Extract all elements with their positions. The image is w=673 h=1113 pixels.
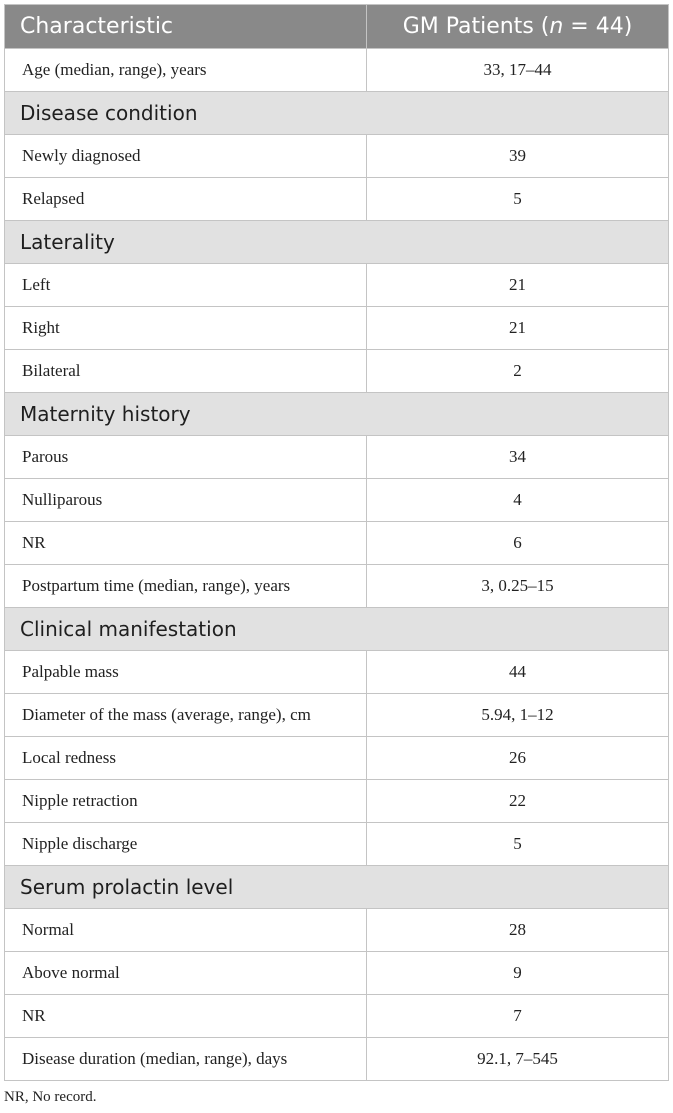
table-row: [5, 651, 669, 694]
section-label: Disease condition: [5, 92, 669, 135]
row-label: NR: [5, 522, 367, 565]
table-row: [5, 737, 669, 780]
table-row: [5, 1038, 669, 1081]
row-label: Disease duration (median, range), days: [5, 1038, 367, 1081]
section-header-row: [5, 92, 669, 135]
row-label: Left: [5, 264, 367, 307]
table-row: [5, 694, 669, 737]
row-value: 2: [367, 350, 669, 393]
row-value: 44: [367, 651, 669, 694]
table-row: [5, 178, 669, 221]
table-row: [5, 135, 669, 178]
table-row: [5, 49, 669, 92]
row-value: 6: [367, 522, 669, 565]
row-value: 26: [367, 737, 669, 780]
section-header-row: [5, 608, 669, 651]
table-row: [5, 522, 669, 565]
row-label: Nipple discharge: [5, 823, 367, 866]
row-value: 5: [367, 178, 669, 221]
row-label: Palpable mass: [5, 651, 367, 694]
table-row: [5, 909, 669, 952]
section-header-row: [5, 393, 669, 436]
row-value: 28: [367, 909, 669, 952]
row-value: 92.1, 7–545: [367, 1038, 669, 1081]
table-row: [5, 823, 669, 866]
section-label: Serum prolactin level: [5, 866, 669, 909]
row-value: 22: [367, 780, 669, 823]
header-gm-prefix: GM Patients (: [402, 14, 550, 39]
row-label: Local redness: [5, 737, 367, 780]
table-footnote: NR, No record.: [4, 1089, 97, 1105]
table-row: [5, 952, 669, 995]
row-label: Diameter of the mass (average, range), cm: [5, 694, 367, 737]
row-label: Relapsed: [5, 178, 367, 221]
section-label: Clinical manifestation: [5, 608, 669, 651]
row-value: 5.94, 1–12: [367, 694, 669, 737]
row-label: Age (median, range), years: [5, 49, 367, 92]
row-value: 33, 17–44: [367, 49, 669, 92]
table-row: [5, 436, 669, 479]
row-value: 21: [367, 307, 669, 350]
row-label: Newly diagnosed: [5, 135, 367, 178]
section-label: Laterality: [5, 221, 669, 264]
row-label: Nipple retraction: [5, 780, 367, 823]
row-label: Parous: [5, 436, 367, 479]
patient-characteristics-table: [4, 4, 669, 1081]
row-label: Nulliparous: [5, 479, 367, 522]
row-value: 34: [367, 436, 669, 479]
row-label: NR: [5, 995, 367, 1038]
row-label: Bilateral: [5, 350, 367, 393]
header-gm-suffix: = 44): [563, 14, 633, 39]
row-label: Postpartum time (median, range), years: [5, 565, 367, 608]
header-n-symbol: n: [549, 14, 564, 39]
section-label: Maternity history: [5, 393, 669, 436]
header-characteristic: Characteristic: [5, 5, 367, 49]
row-value: 5: [367, 823, 669, 866]
row-value: 39: [367, 135, 669, 178]
row-value: 9: [367, 952, 669, 995]
table-header-row: [5, 5, 669, 49]
row-label: Above normal: [5, 952, 367, 995]
table-row: [5, 307, 669, 350]
row-value: 7: [367, 995, 669, 1038]
table-row: [5, 350, 669, 393]
row-value: 3, 0.25–15: [367, 565, 669, 608]
row-value: 21: [367, 264, 669, 307]
table-row: [5, 780, 669, 823]
row-label: Right: [5, 307, 367, 350]
row-value: 4: [367, 479, 669, 522]
section-header-row: [5, 221, 669, 264]
table-body: [5, 49, 669, 1081]
table-row: [5, 264, 669, 307]
table-row: [5, 565, 669, 608]
table-row: [5, 995, 669, 1038]
header-gm-patients: [367, 5, 669, 49]
row-label: Normal: [5, 909, 367, 952]
section-header-row: [5, 866, 669, 909]
table-row: [5, 479, 669, 522]
